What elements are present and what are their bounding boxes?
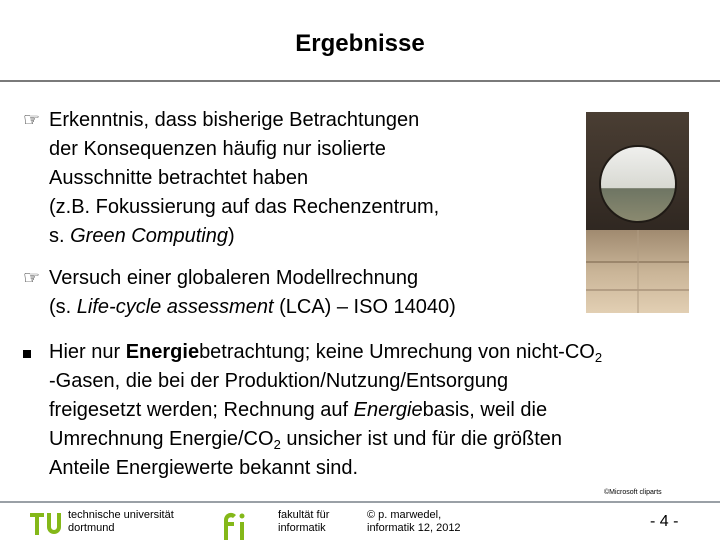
bullet-text: Versuch einer globaleren Modellrechnung (s. Life-cycle assessment (LCA) – ISO 14040) <box>49 267 456 318</box>
round-window-photo <box>586 112 689 313</box>
title-divider <box>0 80 720 82</box>
image-credit: ©Microsoft cliparts <box>604 489 662 496</box>
bullet-insight <box>23 106 543 251</box>
bullet-text: Hier nur Energiebetrachtung; keine Umrechung von nicht-$CO_2$ -Gasen, die bei der Produktion/Nutzung/Entsorgung freigesetzt werden; Rechnung auf Energiebasis, weil die Umrechnung Energie/$CO_2$ unsicher ist und für die größten Anteile Energiewerte bekannt sind. <box>49 341 603 479</box>
footer-faculty: fakultät für informatik <box>278 509 330 534</box>
slide-title: Ergebnisse <box>295 30 425 57</box>
bullet-model-calculation <box>23 264 553 322</box>
square-bullet-icon <box>23 338 49 483</box>
footer-university: technische universität dortmund <box>68 509 174 534</box>
footer-divider <box>0 501 720 503</box>
footer-author: © p. marwedel, informatik 12, 2012 <box>367 509 461 534</box>
page-number: - 4 - <box>650 513 679 530</box>
pointing-hand-icon: ☞ <box>23 110 41 131</box>
tu-dortmund-logo-icon <box>30 510 66 538</box>
bullet-energy-only <box>23 338 703 483</box>
fakultaet-informatik-logo-icon <box>218 510 258 540</box>
bullet-text: Erkenntnis, dass bisherige Betrachtungen der Konsequenzen häufig nur isolierte Ausschnitte betrachtet haben (z.B. Fokussierung auf das Rechenzentrum, s. Green Computing) <box>49 109 440 247</box>
pointing-hand-icon: ☞ <box>23 268 41 289</box>
